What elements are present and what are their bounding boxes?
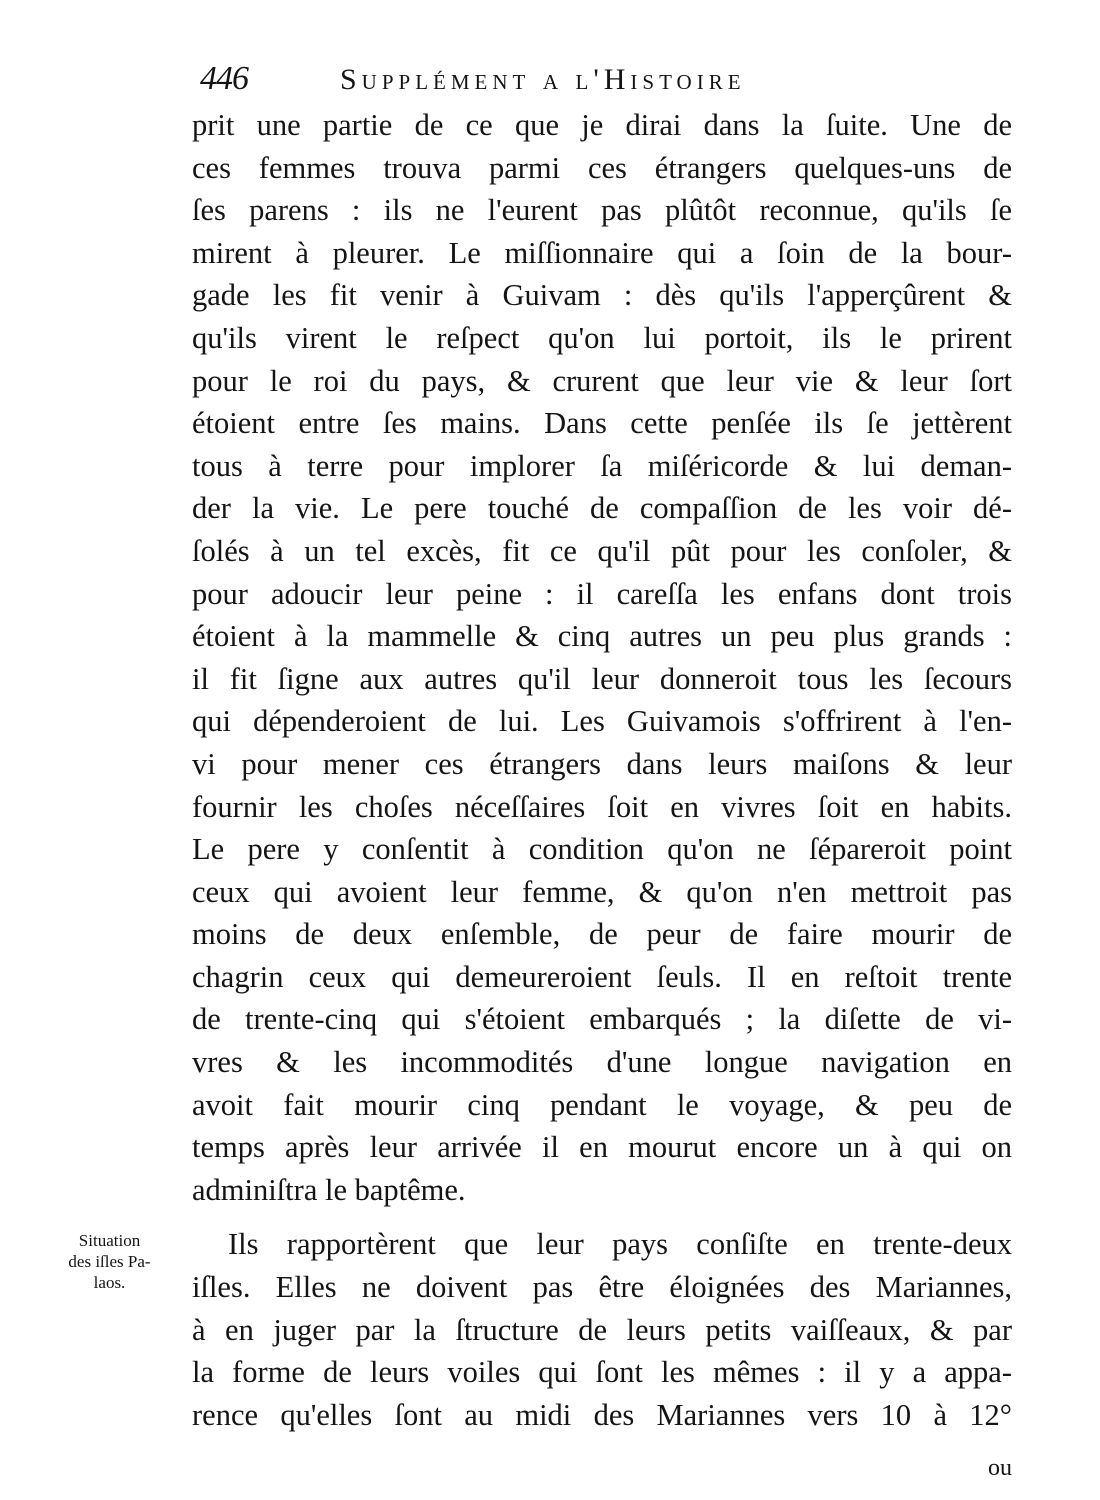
text-line: Le pere y conſentit à condition qu'on ne ſépareroit point — [192, 832, 1012, 867]
text-line: pour adoucir leur peine : il careſſa les enfans dont trois — [192, 576, 1012, 611]
paragraph-1 — [192, 104, 1012, 1211]
text-line: iſles. Elles ne doivent pas être éloignées des Mariannes, — [192, 1270, 1012, 1305]
text-line: temps après leur arrivée il en mourut encore un à qui on — [192, 1130, 1012, 1165]
text-line: adminiſtra le baptême. — [192, 1172, 466, 1207]
margin-note-line: Situation — [78, 1231, 141, 1250]
page-number: 446 — [200, 60, 248, 97]
text-line: prit une partie de ce que je dirai dans la ſuite. Une de — [192, 108, 1012, 142]
margin-note — [42, 1230, 177, 1293]
text-line: Ils rapportèrent que leur pays conſiſte en trente-deux — [228, 1227, 1012, 1262]
main-text — [192, 104, 1012, 1436]
text-line: de trente-cinq qui s'étoient embarqués ; la diſette de vi- — [192, 1002, 1012, 1037]
text-line: qui dépenderoient de lui. Les Guivamois s'offrirent à l'en- — [192, 704, 1012, 739]
catchword: ou — [988, 1455, 1012, 1481]
text-line: fournir les choſes néceſſaires ſoit en vivres ſoit en habits. — [192, 789, 1012, 824]
text-line: avoit fait mourir cinq pendant le voyage, & peu de — [192, 1087, 1012, 1122]
text-line: rence qu'elles ſont au midi des Mariannes vers 10 à 12° — [192, 1397, 1012, 1432]
text-line: ſolés à un tel excès, fit ce qu'il pût pour les conſoler, & — [192, 533, 1012, 568]
text-line: pour le roi du pays, & crurent que leur vie & leur ſort — [192, 363, 1012, 398]
running-title: Supplément a l'Histoire — [340, 63, 746, 96]
text-line: étoient entre ſes mains. Dans cette penſée ils ſe jettèrent — [192, 406, 1012, 441]
running-head — [200, 52, 1012, 102]
paragraph-2 — [192, 1223, 1012, 1436]
margin-note-line: des iſles Pa- — [68, 1252, 151, 1271]
text-line: la forme de leurs voiles qui ſont les mêmes : il y a appa- — [192, 1355, 1012, 1390]
text-line: tous à terre pour implorer ſa miſéricorde & lui deman- — [192, 448, 1012, 483]
text-line: mirent à pleurer. Le miſſionnaire qui a ſoin de la bour- — [192, 235, 1012, 270]
text-line: chagrin ceux qui demeureroient ſeuls. Il en reſtoit trente — [192, 959, 1012, 994]
text-line: vres & les incommodités d'une longue navigation en — [192, 1045, 1012, 1080]
text-line: vi pour mener ces étrangers dans leurs maiſons & leur — [192, 746, 1012, 781]
text-line: ces femmes trouva parmi ces étrangers quelques-uns de — [192, 150, 1012, 185]
text-line: il fit ſigne aux autres qu'il leur donneroit tous les ſecours — [192, 661, 1012, 696]
text-line: gade les fit venir à Guivam : dès qu'ils l'apperçûrent & — [192, 278, 1012, 313]
text-line: der la vie. Le pere touché de compaſſion de les voir dé- — [192, 491, 1012, 526]
text-line: moins de deux enſemble, de peur de faire mourir de — [192, 917, 1012, 952]
text-line: à en juger par la ſtructure de leurs petits vaiſſeaux, & par — [192, 1312, 1012, 1347]
margin-note-line: laos. — [93, 1273, 126, 1292]
text-line: étoient à la mammelle & cinq autres un peu plus grands : — [192, 619, 1012, 654]
text-line: ſes parens : ils ne l'eurent pas plûtôt reconnue, qu'ils ſe — [192, 193, 1012, 228]
text-line: ceux qui avoient leur femme, & qu'on n'en mettroit pas — [192, 874, 1012, 909]
text-line: qu'ils virent le reſpect qu'on lui portoit, ils le prirent — [192, 320, 1012, 355]
